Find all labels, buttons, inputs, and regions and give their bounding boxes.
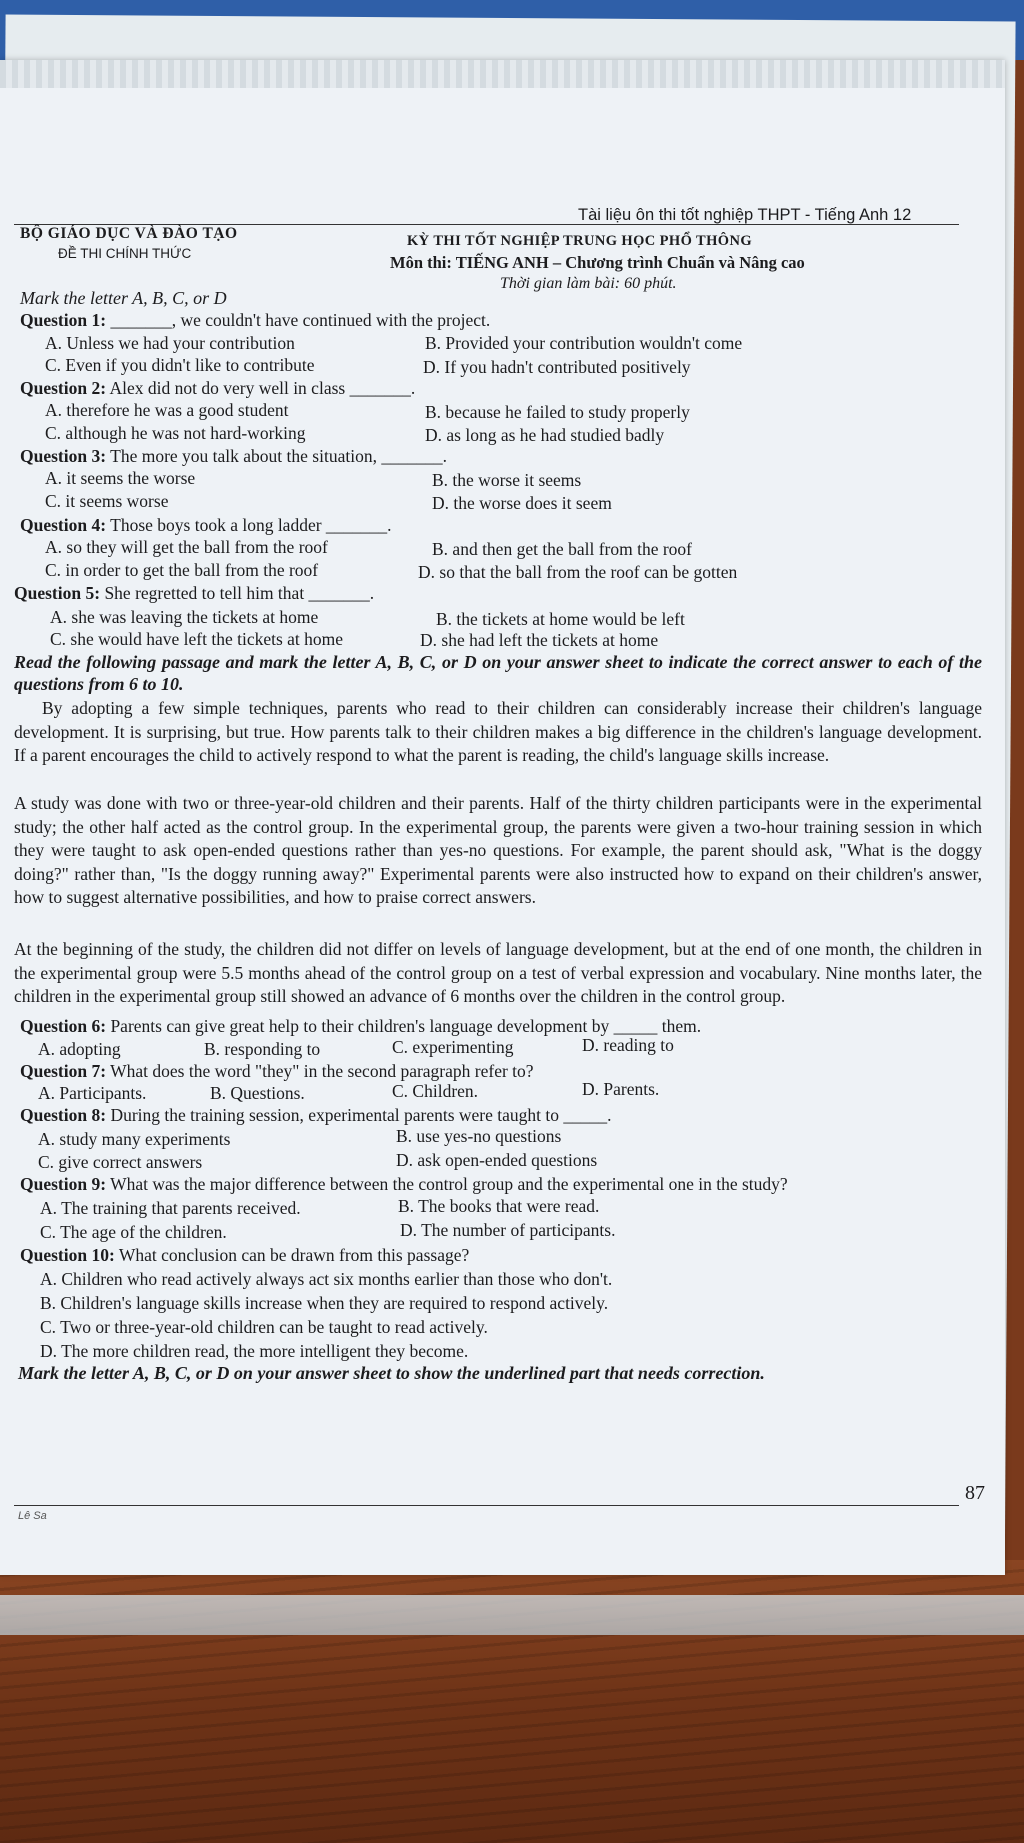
option-d: D. Parents. [582,1079,660,1099]
question-6 [20,1016,701,1037]
question-1 [20,310,490,331]
option-b: B. Provided your contribution wouldn't come [425,333,743,353]
question-stem: Alex did not do very well in class _______. [109,378,416,398]
question-5 [14,583,374,604]
question-stem: During the training session, experimental parents were taught to _____. [110,1105,612,1125]
option-c: C. give correct answers [38,1152,203,1172]
question-label: Question 10: [20,1245,115,1265]
question-stem: Parents can give great help to their children's language development by _____ them. [110,1016,702,1036]
option-a: A. it seems the worse [45,468,196,488]
error-instruction: Mark the letter A, B, C, or D on your answer sheet to show the underlined part that needs correction. [18,1363,765,1383]
option-d: D. reading to [582,1035,674,1055]
option-b: B. the worse it seems [432,470,582,490]
option-c: C. she would have left the tickets at home [50,629,344,649]
question-stem: What was the major difference between the control group and the experimental one in the study? [110,1174,788,1194]
option-a: A. so they will get the ball from the roof [45,537,328,557]
question-9 [20,1174,788,1195]
option-d: D. as long as he had studied badly [425,425,665,445]
option-c: C. Two or three-year-old children can be taught to read actively. [40,1317,488,1337]
option-b: B. and then get the ball from the roof [432,539,692,559]
ministry-name: BỘ GIÁO DỤC VÀ ĐÀO TẠO [20,225,238,242]
page-number: 87 [965,1482,985,1504]
question-stem: What does the word "they" in the second paragraph refer to? [110,1061,534,1081]
option-c: C. although he was not hard-working [45,423,306,443]
question-3 [20,446,447,467]
option-c: C. Children. [392,1081,479,1101]
option-b: B. Questions. [210,1083,305,1103]
question-label: Question 8: [20,1105,107,1125]
question-2 [20,378,415,399]
plastic-sleeve-edge [0,1595,1024,1635]
option-b: B. The books that were read. [398,1196,600,1216]
option-b: B. Children's language skills increase when they are required to respond actively. [40,1293,609,1313]
author-name: Lê Sa [18,1510,47,1522]
option-b: B. use yes-no questions [396,1126,562,1146]
option-c: C. The age of the children. [40,1222,227,1242]
question-label: Question 1: [20,310,107,330]
question-label: Question 6: [20,1016,107,1036]
option-d: D. so that the ball from the roof can be gotten [418,562,738,582]
option-a: A. study many experiments [38,1129,231,1149]
option-c: C. it seems worse [45,491,169,511]
option-d: D. The number of participants. [400,1220,616,1240]
question-stem: Those boys took a long ladder _______. [110,515,392,535]
option-c: C. experimenting [392,1037,514,1057]
option-b: B. the tickets at home would be left [436,609,685,629]
exam-page [0,60,1005,1575]
instruction-mark: Mark the letter A, B, C, or D [20,288,227,308]
option-a: A. Children who read actively always act six months earlier than those who don't. [40,1269,613,1289]
exam-subject: Môn thi: TIẾNG ANH – Chương trình Chuẩn và Nâng cao [390,253,805,272]
exam-name: KỲ THI TỐT NGHIỆP TRUNG HỌC PHỔ THÔNG [407,233,753,249]
question-stem: _______, we couldn't have continued with the project. [110,310,491,330]
question-label: Question 3: [20,446,107,466]
question-label: Question 9: [20,1174,107,1194]
question-stem: What conclusion can be drawn from this passage? [118,1245,470,1265]
question-label: Question 2: [20,378,107,398]
question-8 [20,1105,612,1126]
passage-paragraph-2: A study was done with two or three-year-old children and their parents. Half of the thirty children participants were in the experimental study; the other half acted as the control group. In the experimental group, the parents were given a two-hour training session in which they were taught to ask open-ended questions rather than yes-no questions. For example, the parent should ask, "What is the doggy doing?" rather than, "Is the doggy running away?" Experimental parents were also instructed how to expand on their children's answer, how to suggest alternative possibilities, and how to praise correct answers. [14,793,982,907]
question-7 [20,1061,534,1082]
question-4 [20,515,392,536]
passage-paragraph-1: By adopting a few simple techniques, parents who read to their children can considerably increase their children's language development. It is surprising, but true. How parents talk to their children makes a big difference in the children's language development. If a parent encourages the child to actively respond to what the parent is reading, the child's language skills increase. [14,698,982,765]
question-label: Question 4: [20,515,107,535]
plastic-sleeve-top [0,60,1005,88]
option-c: C. in order to get the ball from the roof [45,560,319,580]
option-d: D. she had left the tickets at home [420,630,659,650]
option-a: A. adopting [38,1039,121,1059]
option-d: D. The more children read, the more intelligent they become. [40,1341,469,1361]
question-10 [20,1245,469,1266]
question-stem: She regretted to tell him that _______. [104,583,375,603]
exam-time: Thời gian làm bài: 60 phút. [500,275,677,292]
option-c: C. Even if you didn't like to contribute [45,355,315,375]
option-d: D. If you hadn't contributed positively [423,357,691,377]
option-b: B. because he failed to study properly [425,402,690,422]
option-b: B. responding to [204,1039,321,1059]
passage-paragraph-3: At the beginning of the study, the children did not differ on levels of language development, but at the end of one month, the children in the experimental group were 5.5 months ahead of the control group on a test of verbal expression and vocabulary. Nine months later, the children in the experimental group still showed an advance of 6 months over the children in the control group. [14,939,982,1006]
option-d: D. the worse does it seem [432,493,612,513]
question-label: Question 5: [14,583,101,603]
reading-instruction: Read the following passage and mark the letter A, B, C, or D on your answer sheet to indicate the correct answer to each of the questions from 6 to 10. [14,652,982,694]
document-title: Tài liệu ôn thi tốt nghiệp THPT - Tiếng Anh 12 [578,206,912,224]
footer-divider [14,1505,959,1506]
official-label: ĐỀ THI CHÍNH THỨC [58,246,192,261]
option-a: A. The training that parents received. [40,1198,301,1218]
question-stem: The more you talk about the situation, _______. [110,446,447,466]
option-a: A. she was leaving the tickets at home [50,607,319,627]
question-label: Question 7: [20,1061,107,1081]
option-a: A. Unless we had your contribution [45,333,295,353]
option-a: A. therefore he was a good student [45,400,289,420]
option-a: A. Participants. [38,1083,147,1103]
option-d: D. ask open-ended questions [396,1150,598,1170]
